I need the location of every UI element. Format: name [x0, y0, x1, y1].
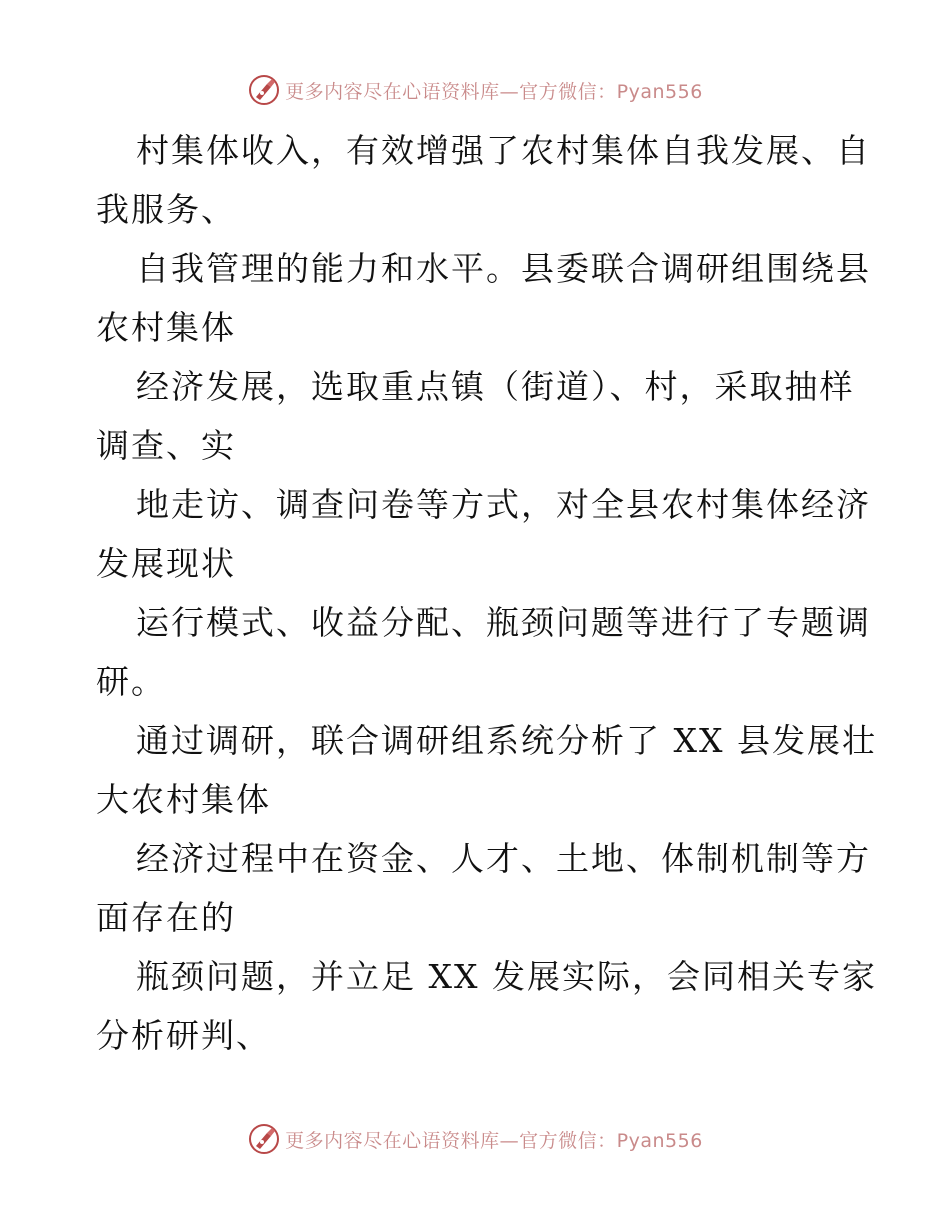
body-line: 运行模式、收益分配、瓶颈问题等进行了专题调 — [136, 603, 871, 642]
body-line: 村集体收入，有效增强了农村集体自我发展、自 — [136, 131, 871, 170]
body-line: 通过调研，联合调研组系统分析了 XX 县发展壮 — [136, 721, 877, 760]
pen-logo-icon — [247, 1122, 281, 1156]
footer-watermark — [0, 1119, 950, 1159]
body-line: 自我管理的能力和水平。县委联合调研组围绕县 — [136, 249, 871, 288]
body-line: 农村集体 — [96, 308, 236, 347]
body-line: 分析研判、 — [96, 1016, 271, 1055]
watermark-dash: — — [499, 80, 520, 103]
watermark-site-text: 更多内容尽在心语资料库 — [285, 80, 500, 103]
body-line: 地走访、调查问卷等方式，对全县农村集体经济 — [136, 485, 871, 524]
body-line: 瓶颈问题，并立足 XX 发展实际，会同相关专家 — [136, 957, 877, 996]
body-line: 我服务、 — [96, 190, 236, 229]
body-line: 面存在的 — [96, 898, 236, 937]
watermark-dash: — — [499, 1129, 520, 1152]
body-line: 调查、实 — [96, 426, 236, 465]
watermark-wechat-text: 官方微信：Pyan556 — [519, 1129, 703, 1152]
body-line: 经济过程中在资金、人才、土地、体制机制等方 — [136, 839, 871, 878]
body-line: 经济发展，选取重点镇（街道）、村，采取抽样 — [136, 367, 855, 406]
watermark-wechat-text: 官方微信：Pyan556 — [519, 80, 703, 103]
body-line: 研。 — [96, 662, 166, 701]
header-watermark — [0, 70, 950, 110]
pen-logo-icon — [247, 73, 281, 107]
watermark-site-text: 更多内容尽在心语资料库 — [285, 1129, 500, 1152]
document-body — [96, 121, 877, 1065]
body-line: 发展现状 — [96, 544, 236, 583]
body-line: 大农村集体 — [96, 780, 271, 819]
